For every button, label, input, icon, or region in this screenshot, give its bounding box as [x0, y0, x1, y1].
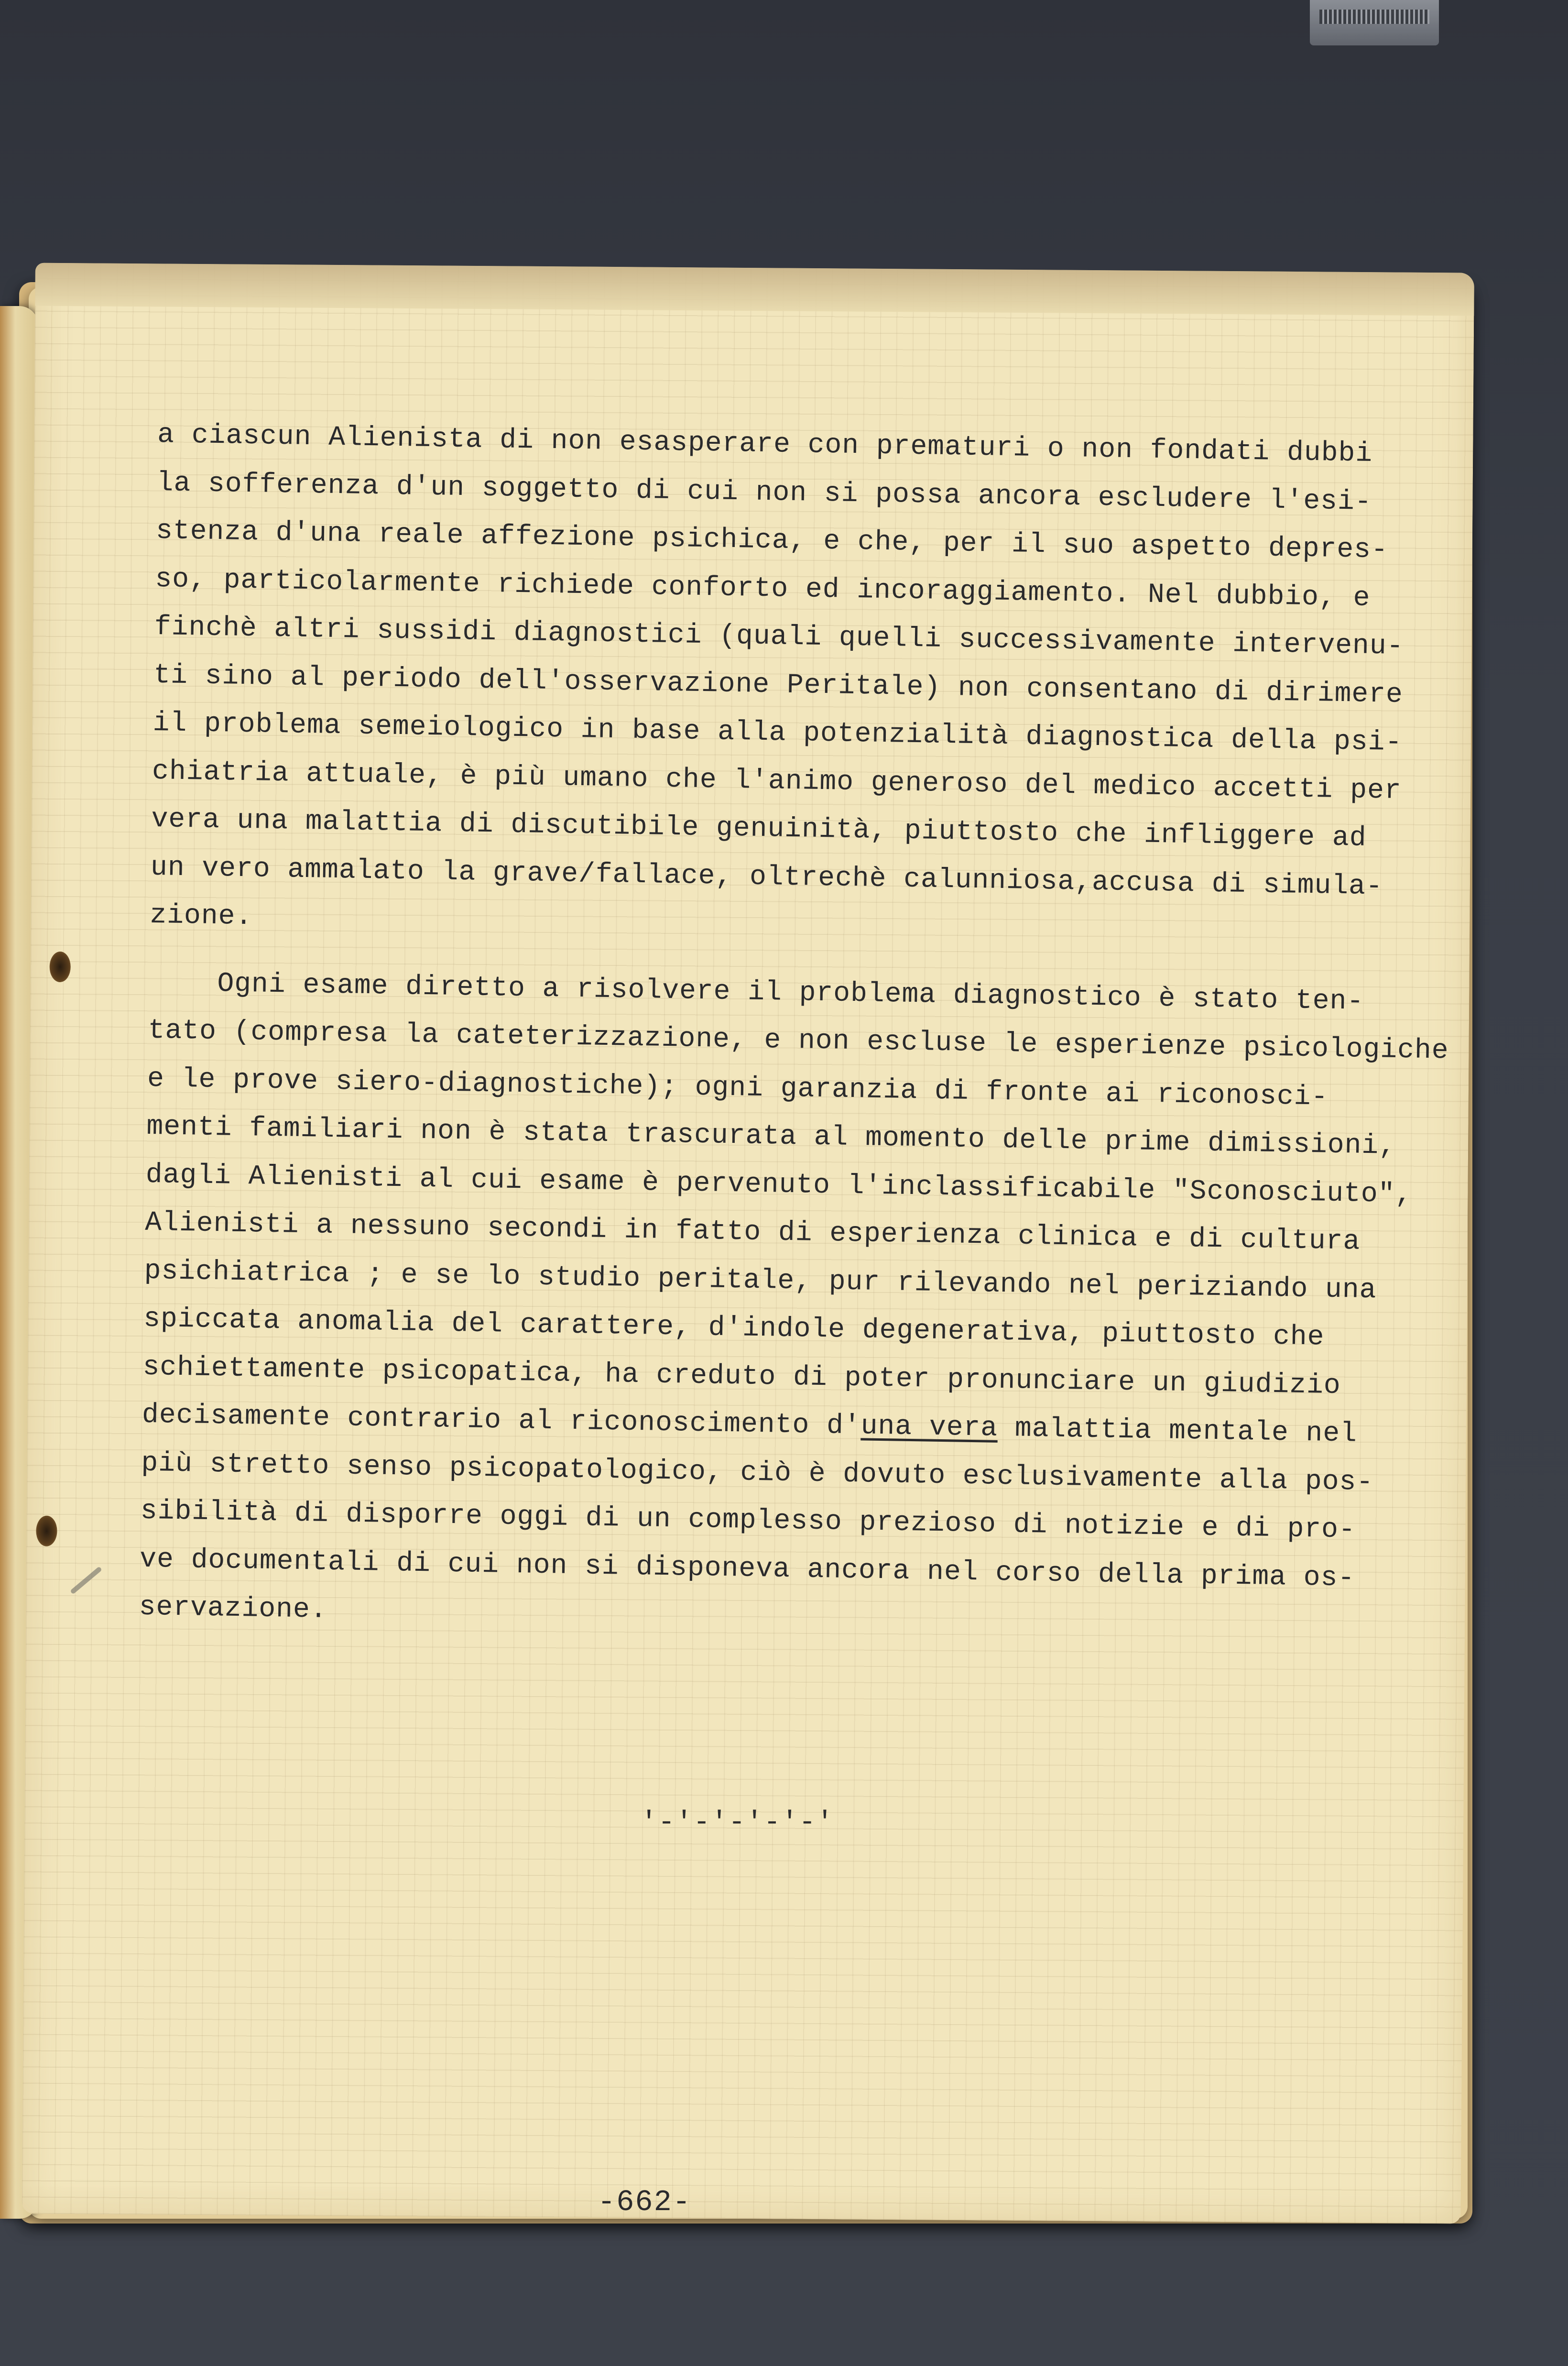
page-number: -662-	[598, 2185, 692, 2219]
text-line: a ciascun Alienista di non esasperare con prematuri o non fondati dubbi	[157, 419, 1373, 470]
text-line: Alienisti a nessuno secondi in fatto di esperienza clinica e di cultura	[144, 1207, 1361, 1258]
text-line: stenza d'una reale affezione psichica, e che, per il suo aspetto depres-	[155, 515, 1389, 566]
punch-hole-bottom	[36, 1516, 57, 1546]
text-segment: malattia mentale nel	[997, 1413, 1358, 1450]
paragraph-1	[150, 411, 1410, 960]
text-line: tato (compresa la cateterizzazione, e non escluse le esperienze psicologiche	[148, 1015, 1449, 1067]
text-line: e le prove siero-diagnostiche); ogni garanzia di fronte ai riconosci-	[147, 1063, 1328, 1113]
text-line: spiccata anomalia del carattere, d'indole degenerativa, piuttosto che	[143, 1303, 1325, 1353]
text-line: zione.	[149, 899, 253, 933]
text-line: il problema semeiologico in base alla potenzialità diagnostica della psi-	[152, 707, 1403, 758]
text-line: chiatria attuale, è più umano che l'animo generoso del medico accetti per	[152, 756, 1402, 807]
text-line: servazione.	[139, 1591, 328, 1626]
text-line: Ogni esame diretto a risolvere il problema diagnostico è stato ten-	[148, 967, 1364, 1018]
archive-label	[1310, 0, 1439, 45]
section-divider: '-'-'-'-'-'	[641, 1807, 834, 1839]
text-line: psichiatrica ; e se lo studio peritale, pur rilevando nel periziando una	[144, 1255, 1377, 1306]
text-line: più stretto senso psicopatologico, ciò è dovuto esclusivamente alla pos-	[141, 1447, 1374, 1498]
text-segment: decisamente contrario al riconoscimento d'	[142, 1399, 861, 1442]
archive-label-stripe	[1319, 10, 1429, 24]
text-line: un vero ammalato la grave/fallace, oltrechè calunniosa,accusa di simula-	[150, 852, 1383, 902]
text-line: finchè altri sussidi diagnostici (quali quelli successivamente intervenu-	[154, 611, 1404, 662]
text-line: la sofferenza d'un soggetto di cui non si possa ancora escludere l'esi-	[156, 467, 1372, 518]
text-line: ve documentali di cui non si disponeva ancora nel corso della prima os-	[139, 1544, 1355, 1594]
text-line: so, particolarmente richiede conforto ed incoraggiamento. Nel dubbio, e	[154, 563, 1371, 614]
text-line: schiettamente psicopatica, ha creduto di poter pronunciare un giudizio	[142, 1351, 1341, 1402]
text-line: ti sino al periodo dell'osservazione Peritale) non consentano di dirimere	[153, 659, 1404, 711]
text-line: dagli Alienisti al cui esame è pervenuto l'inclassificabile "Sconosciuto",	[145, 1159, 1413, 1210]
text-line: menti familiari non è stata trascurata al momento delle prime dimissioni,	[146, 1111, 1396, 1162]
text-line: sibilità di disporre oggi di un complesso prezioso di notizie e di pro-	[140, 1495, 1356, 1546]
text-line: vera una malattia di discutibile genuinità, piuttosto che infliggere ad	[151, 803, 1367, 854]
punch-hole-top	[49, 952, 70, 982]
document-body	[139, 411, 1449, 1651]
paragraph-2	[139, 959, 1449, 1651]
underlined-phrase: una vera	[860, 1411, 998, 1444]
